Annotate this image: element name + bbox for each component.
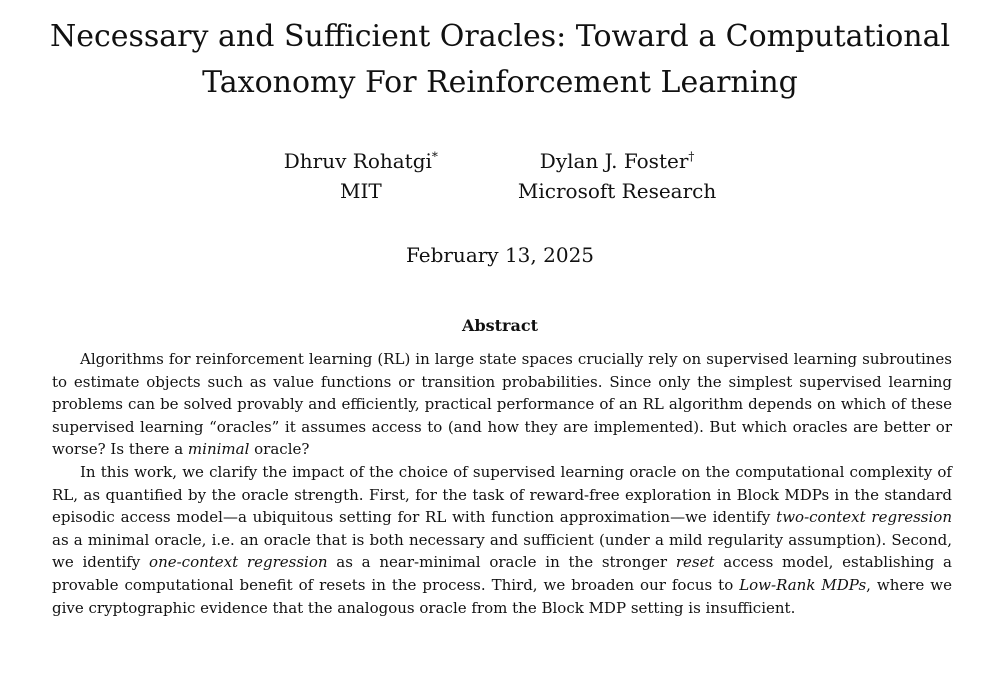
abstract-p2-text-c: as a near-minimal oracle in the stronger	[327, 553, 676, 572]
abstract-p2-emphasis-one-context: one-context regression	[149, 553, 328, 572]
author-2-affiliation: Microsoft Research	[517, 179, 717, 203]
abstract-p2-emphasis-reset: reset	[675, 553, 715, 572]
paper-title-line-2: Taxonomy For Reinforcement Learning	[202, 65, 798, 100]
abstract-p1-emphasis-minimal: minimal	[187, 440, 250, 459]
author-2-name	[518, 146, 716, 176]
paper-title-line-1: Necessary and Sufficient Oracles: Toward a Computational	[49, 19, 951, 54]
abstract-p1-text-b: oracle?	[249, 440, 310, 459]
author-1-name	[284, 146, 438, 176]
abstract-paragraph-1	[52, 348, 952, 461]
abstract-paragraph-2	[52, 461, 952, 619]
abstract-p1-text-a: Algorithms for reinforcement learning (RL) in large state spaces crucially rely on supervised learning subroutines to estimate objects such as value functions or transition probabilities. Since only the simplest supervised learning problems can be solved provably and efficiently, practical performance of an RL algorithm depends on which of these supervised learning “oracles” it assumes access to (and how they are implemented). But which oracles are better or worse? Is there a	[52, 350, 952, 459]
author-2-name-text: Dylan J. Foster	[539, 149, 689, 173]
abstract-p2-emphasis-low-rank: Low-Rank MDPs	[739, 575, 867, 594]
author-block	[0, 146, 1000, 206]
author-2-footnote-mark: †	[688, 149, 695, 164]
abstract-p2-text-b: as a minimal oracle, i.e. an oracle that is both necessary and sufficient (under a mild regularity assumption). Second, we identify	[52, 530, 952, 572]
publication-date: February 13, 2025	[405, 243, 595, 267]
author-1-name-text: Dhruv Rohatgi	[283, 149, 432, 173]
author-2	[518, 146, 716, 206]
abstract-p2-text-e: , where we give cryptographic evidence that the analogous oracle from the Block MDP setting is insufficient.	[52, 575, 952, 617]
abstract-p2-text-a: In this work, we clarify the impact of the choice of supervised learning oracle on the computational complexity of RL, as quantified by the oracle strength. First, for the task of reward-free exploration in Block MDPs in the standard episodic access model—a ubiquitous setting for RL with function approximation—we identify	[52, 462, 952, 527]
paper-title	[0, 14, 1000, 106]
abstract-body	[52, 348, 952, 619]
abstract-heading: Abstract	[462, 316, 538, 335]
author-1	[284, 146, 438, 206]
author-1-footnote-mark: *	[431, 149, 438, 164]
author-1-affiliation: MIT	[339, 179, 382, 203]
abstract-p2-emphasis-two-context: two-context regression	[776, 508, 952, 527]
abstract-p2-text-d: access model, establishing a provable computational benefit of resets in the process. Third, we broaden our focus to	[52, 553, 952, 594]
